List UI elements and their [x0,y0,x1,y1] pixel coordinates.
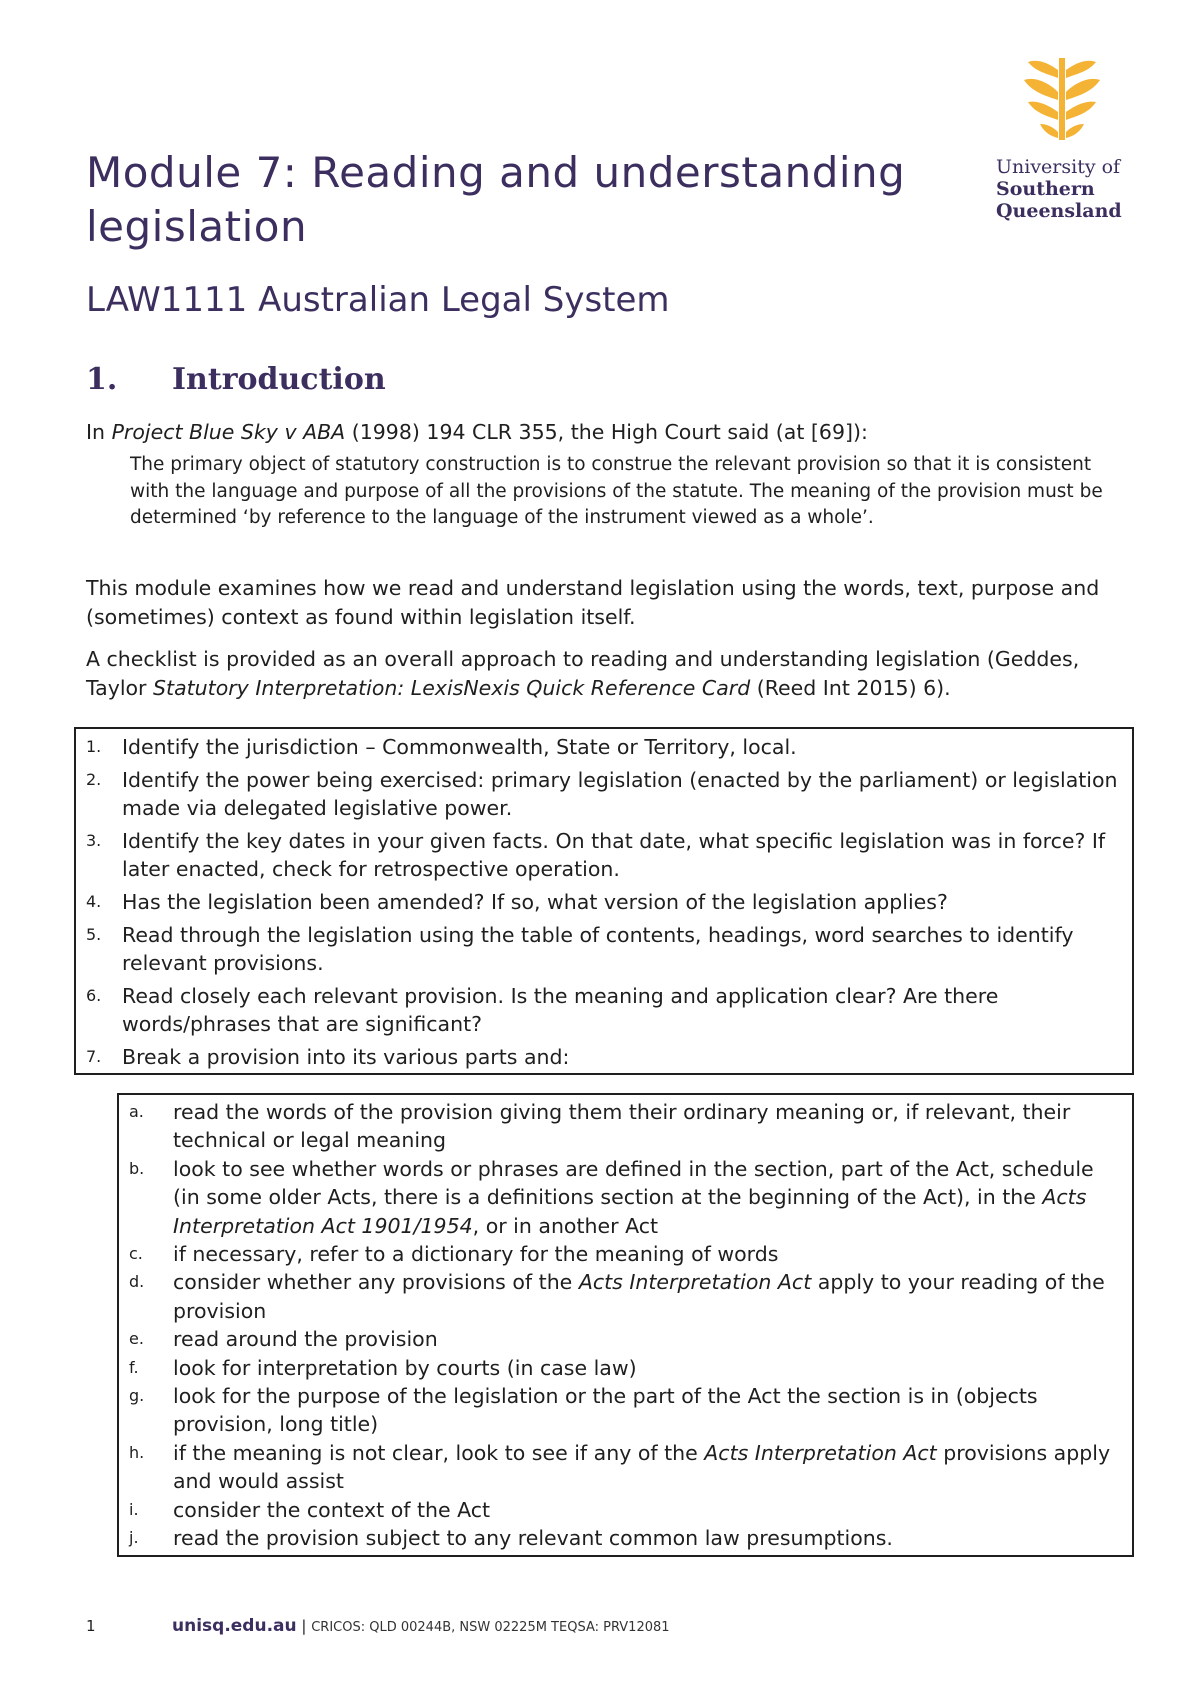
university-logo [996,56,1132,222]
item-number: 3. [86,831,102,850]
logo-line-2: Southern [996,178,1095,200]
list-item [86,888,1122,916]
item-text: read around the provision [173,1327,438,1352]
checklist [86,733,1122,1071]
section-number: 1. [86,362,118,397]
section-title: Introduction [172,362,386,397]
item-letter: a. [129,1102,144,1121]
item-number: 6. [86,986,102,1005]
p3-before: A checklist is provided as an overall approach to reading and understanding legislation (Geddes, Taylor [86,647,1080,700]
item-number: 2. [86,770,102,789]
item-text [173,1439,1122,1496]
item-letter: j. [129,1528,139,1548]
item-text: read the words of the provision giving them their ordinary meaning or, if relevant, their technical or legal meaning [173,1100,1071,1153]
p1-after: (1998) 194 CLR 355, the High Court said (at [69]): [345,420,868,444]
intro-paragraph-2: This module examines how we read and understand legislation using the words, text, purpose and (sometimes) context as found within legislation itself. [86,576,1100,629]
intro-paragraph-3 [86,645,1126,703]
list-item [129,1354,1122,1382]
list-item [129,1382,1122,1439]
intro-paragraph-1 [86,418,1126,447]
item-letter: g. [129,1386,145,1406]
subchecklist-box [117,1093,1134,1557]
item-text: look for the purpose of the legislation or the part of the Act the section is in (objects provision, long title) [173,1384,1038,1437]
item-letter: b. [129,1158,145,1178]
text-after: provisions apply and would assist [173,1440,1111,1494]
act-name: Acts Interpretation Act 1901/1954 [173,1185,1087,1238]
list-item [86,733,1122,761]
logo-line-3: Queensland [996,200,1122,222]
list-item [129,1098,1122,1155]
list-item [129,1155,1122,1240]
tree-icon [1022,56,1102,142]
item-text [173,1155,1122,1240]
page-number: 1 [86,1617,96,1635]
item-text: consider the context of the Act [173,1497,491,1522]
list-item [86,766,1122,822]
item-text: Read through the legislation using the table of contents, headings, word searches to identify relevant provisions. [122,923,1074,975]
text-before: if the meaning is not clear, look to see if any of the [173,1440,705,1465]
page-title: Module 7: Reading and understanding legislation [86,148,906,251]
item-letter: h. [129,1442,145,1462]
case-name: Project Blue Sky v ABA [111,420,346,444]
item-text: Identify the jurisdiction – Commonwealth, State or Territory, local. [122,735,797,759]
item-text: Read closely each relevant provision. Is the meaning and application clear? Are there words/phrases that are significant? [122,984,999,1036]
list-item [129,1439,1122,1496]
section-heading [86,362,386,397]
subchecklist [129,1098,1122,1553]
footer-separator: | [296,1617,312,1635]
site-link[interactable]: unisq.edu.au [172,1616,297,1636]
item-text: Identify the key dates in your given facts. On that date, what specific legislation was in force? If later enacted, check for retrospective operation. [122,829,1106,881]
block-quote: The primary object of statutory construction is to construe the relevant provision so that it is consistent with the language and purpose of all the provisions of the statute. The meaning of the provision must be determined ‘by reference to the language of the instrument viewed as a whole’. [130,454,1103,528]
item-letter: f. [129,1357,139,1377]
text-after: apply to your reading of the provision [173,1270,1105,1323]
text-before: consider whether any provisions of the [173,1270,579,1295]
item-number: 7. [86,1047,102,1066]
item-number: 4. [86,892,102,911]
list-item [129,1496,1122,1524]
cricos-info: CRICOS: QLD 00244B, NSW 02225M TEQSA: PRV12081 [311,1620,670,1635]
p1-before: In [86,420,112,444]
act-name: Acts Interpretation Act [578,1270,812,1295]
text-before: look to see whether words or phrases are defined in the section, part of the Act, schedule (in some older Acts, there is a definitions section at the beginning of the Act), in the [173,1156,1094,1210]
list-item [86,1043,1122,1071]
item-letter: c. [129,1244,143,1264]
item-letter: i. [129,1499,139,1519]
logo-line-1: University of [996,156,1121,178]
item-number: 5. [86,925,102,944]
act-name: Acts Interpretation Act [704,1440,937,1465]
course-subtitle: LAW1111 Australian Legal System [86,280,670,320]
p3-after: (Reed Int 2015) 6). [750,676,951,700]
item-text: look for interpretation by courts (in case law) [173,1355,637,1380]
item-number: 1. [86,737,102,756]
list-item [129,1325,1122,1353]
item-text: read the provision subject to any relevant common law presumptions. [173,1526,893,1551]
item-text: Identify the power being exercised: primary legislation (enacted by the parliament) or legislation made via delegated legislative power. [122,768,1118,820]
item-text: Has the legislation been amended? If so, what version of the legislation applies? [122,890,948,914]
item-text [173,1268,1122,1325]
item-text: Break a provision into its various parts and: [122,1045,570,1069]
item-text: if necessary, refer to a dictionary for the meaning of words [173,1242,779,1267]
list-item [129,1268,1122,1325]
list-item [86,982,1122,1038]
page-footer [86,1616,986,1636]
item-letter: d. [129,1272,145,1292]
list-item [86,921,1122,977]
text-after: , or in another Act [472,1213,659,1238]
list-item [129,1524,1122,1552]
checklist-box [74,727,1134,1075]
item-letter: e. [129,1329,144,1349]
p3-italic: Statutory Interpretation: LexisNexis Quick Reference Card [153,676,751,700]
list-item [129,1240,1122,1268]
list-item [86,827,1122,883]
